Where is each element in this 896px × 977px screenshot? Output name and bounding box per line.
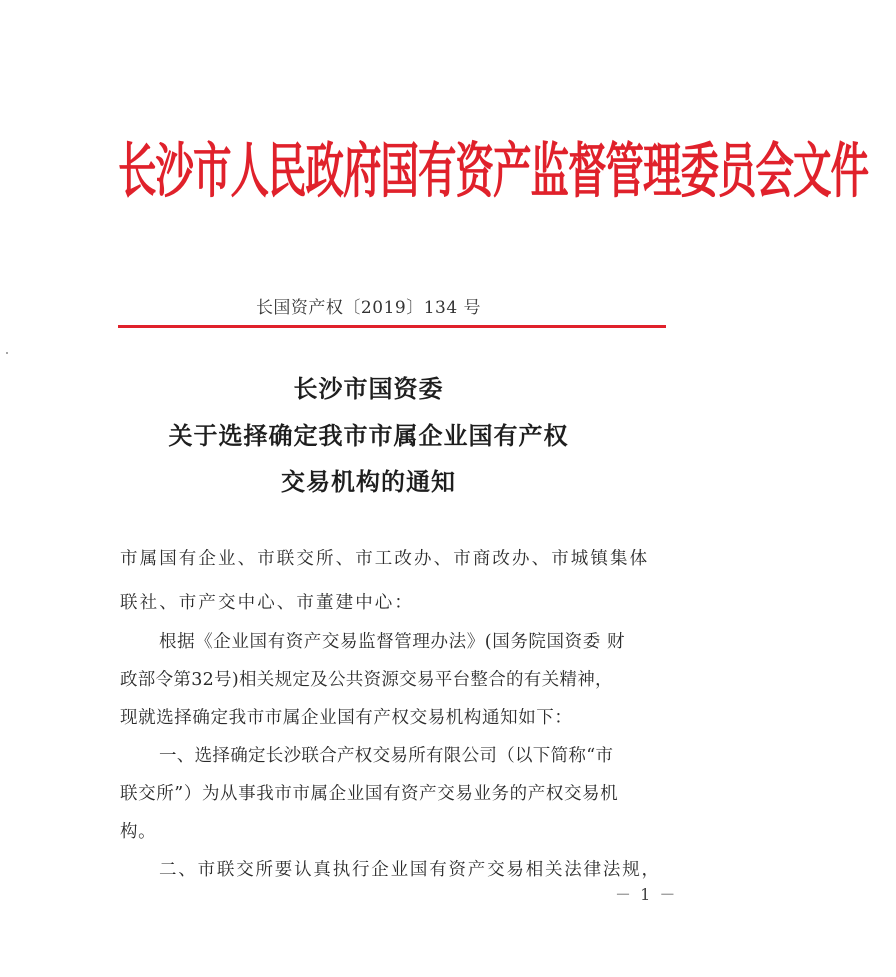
body-line-8-text: 构。	[120, 822, 157, 842]
document-number: 长国资产权〔2019〕134 号	[255, 298, 482, 318]
document-header-title: 长沙市人民政府国有资产监督管理委员会文件	[118, 137, 869, 208]
body-line-6-text: 一、选择确定长沙联合产权交易所有限公司（以下简称“市	[159, 746, 614, 766]
body-line-8	[120, 818, 857, 843]
red-divider-rule	[118, 325, 666, 328]
body-line-1	[120, 545, 857, 570]
notice-title-line-3: 交易机构的通知	[281, 467, 456, 496]
body-line-5	[120, 704, 857, 729]
body-line-7-text: 联交所”）为从事我市市属企业国有资产交易业务的产权交易机	[120, 784, 619, 804]
body-line-9-text: 二、市联交所要认真执行企业国有资产交易相关法律法规，	[159, 860, 661, 880]
scan-speck	[6, 352, 8, 354]
page-number: － 1 －	[615, 885, 678, 904]
body-line-4	[120, 666, 857, 691]
body-line-5-text: 现就选择确定我市市属企业国有产权交易机构通知如下：	[120, 708, 573, 728]
notice-title-line-2: 关于选择确定我市市属企业国有产权	[168, 421, 569, 450]
body-line-6	[159, 742, 896, 767]
body-line-7	[120, 780, 857, 805]
body-line-2	[120, 589, 857, 614]
body-line-4-text: 政部令第32号)相关规定及公共资源交易平台整合的有关精神，	[120, 670, 613, 690]
body-line-3	[159, 628, 896, 653]
notice-title-line-1: 长沙市国资委	[293, 374, 444, 403]
body-line-2-text: 联社、市产交中心、市董建中心：	[120, 593, 414, 613]
body-line-3-text: 根据《企业国有资产交易监督管理办法》(国务院国资委 财	[159, 632, 626, 652]
body-line-9	[159, 856, 896, 881]
body-line-1-text: 市属国有企业、市联交所、市工改办、市商改办、市城镇集体	[120, 549, 650, 569]
